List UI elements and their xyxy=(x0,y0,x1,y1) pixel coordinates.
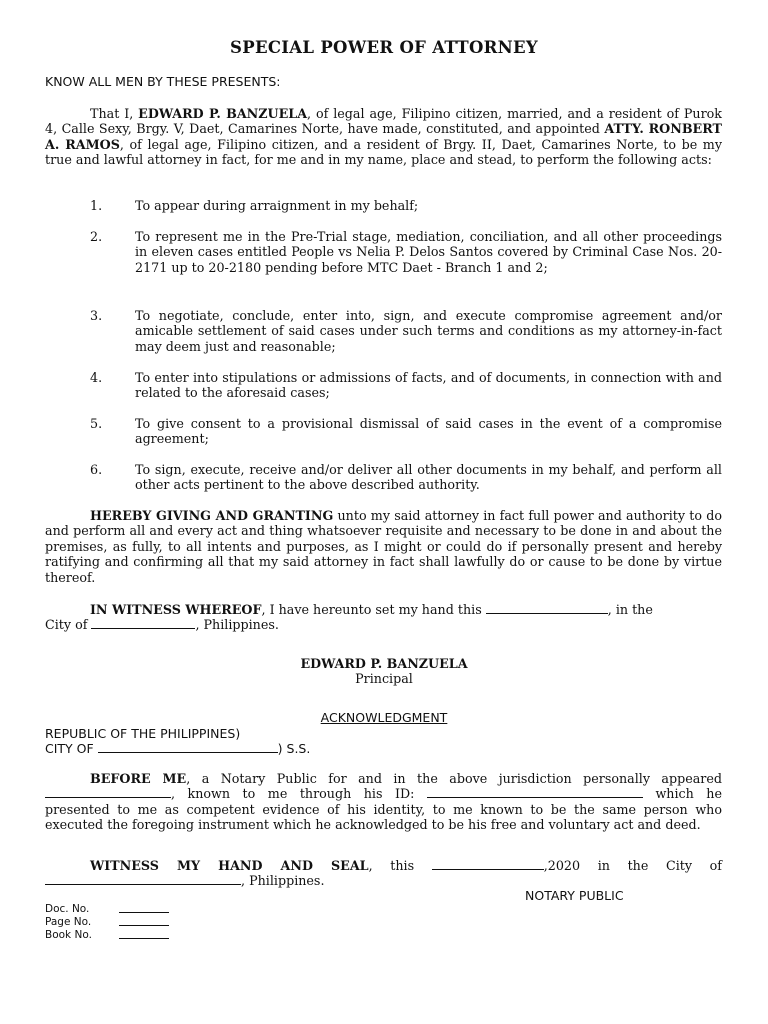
page-no-label: Page No. xyxy=(45,916,92,928)
witness-paragraph xyxy=(45,602,722,632)
attorney-name: ATTY. RONBERT A. RAMOS xyxy=(45,121,722,152)
appearer-blank-line xyxy=(45,786,171,798)
seal-text-2: ,2020 in the City of xyxy=(543,858,722,873)
acknowledgment-heading: ACKNOWLEDGMENT xyxy=(320,710,448,725)
item-text: To enter into stipulations or admissions of facts, and of documents, in connection with and related to the aforesaid cases; xyxy=(135,370,722,401)
before-me-paragraph xyxy=(45,771,722,833)
witness-heading: IN WITNESS WHEREOF xyxy=(90,602,262,617)
item-number: 4. xyxy=(90,370,103,385)
intro-text-3: , of legal age, Filipino citizen, and a resident of Brgy. II, Daet, Camarines Norte, to be my true and lawful attorney in fact, for me and in my name, place and stead, to perform the following acts: xyxy=(45,136,722,168)
venue-city-blank-line xyxy=(98,741,278,753)
seal-city-blank-line xyxy=(45,873,241,885)
item-text: To negotiate, conclude, enter into, sign, and execute compromise agreement and/or amicable settlement of said cases under such terms and conditions as my attorney-in-fact may deem just and reasonable; xyxy=(135,308,722,354)
know-all-heading: KNOW ALL MEN BY THESE PRESENTS: xyxy=(45,74,281,89)
granting-paragraph xyxy=(45,508,722,585)
doc-no-label: Doc. No. xyxy=(45,903,90,915)
book-no-row xyxy=(45,929,92,942)
seal-date-blank-line xyxy=(432,858,544,870)
page-no-blank-line xyxy=(119,925,169,926)
book-no-label: Book No. xyxy=(45,929,92,941)
seal-text-3: , Philippines. xyxy=(241,873,325,889)
before-me-text-1: , a Notary Public for and in the above jurisdiction personally appeared xyxy=(186,771,722,786)
item-text: To sign, execute, receive and/or deliver all other documents in my behalf, and perform all other acts pertinent to the above described authority. xyxy=(135,462,722,493)
before-me-heading: BEFORE ME xyxy=(90,771,187,786)
witness-text-4: , Philippines. xyxy=(195,617,279,632)
before-me-text-4: presented to me as competent evidence of his identity, to me known to be the same person who executed the foregoing instrument which he acknowledged to be his free and voluntary act and deed. xyxy=(45,801,722,833)
notary-book-entries xyxy=(45,903,92,942)
city-of-label: CITY OF xyxy=(45,741,98,756)
doc-no-row xyxy=(45,903,92,916)
venue-republic: REPUBLIC OF THE PHILIPPINES) xyxy=(45,726,241,741)
before-me-text-3: which he xyxy=(642,786,722,802)
principal-role: Principal xyxy=(355,671,413,686)
principal-name-inline: EDWARD P. BANZUELA xyxy=(138,106,308,121)
intro-text-1: That I, xyxy=(90,106,139,121)
seal-heading: WITNESS MY HAND AND SEAL xyxy=(90,858,369,873)
before-me-text-2: , known to me through his ID: xyxy=(171,786,427,802)
granting-heading: HEREBY GIVING AND GRANTING xyxy=(90,508,334,523)
item-number: 3. xyxy=(90,308,103,323)
ss-label: ) S.S. xyxy=(277,741,311,756)
principal-name: EDWARD P. BANZUELA xyxy=(300,656,468,671)
item-text: To give consent to a provisional dismissal of said cases in the event of a compromise agreement; xyxy=(135,416,722,447)
granting-text: unto my said attorney in fact full power and authority to do and perform all and every act and thing whatsoever requisite and necessary to be done in and about the premises, as fully, to all intents and purposes, as I might or could do if personally present and hereby ratifying and confirming all that my said attorney in fact shall lawfully do or cause to be done by virtue thereof. xyxy=(45,508,722,585)
page-no-row xyxy=(45,916,92,929)
item-number: 2. xyxy=(90,229,103,244)
item-number: 6. xyxy=(90,462,103,477)
book-no-blank-line xyxy=(119,938,169,939)
doc-no-blank-line xyxy=(119,912,169,913)
seal-paragraph xyxy=(45,858,722,889)
witness-text-2: , in the xyxy=(607,602,653,617)
date-blank-line xyxy=(486,602,608,614)
document-title: SPECIAL POWER OF ATTORNEY xyxy=(230,38,538,57)
item-number: 5. xyxy=(90,416,103,431)
witness-text-1: , I have hereunto set my hand this xyxy=(261,602,486,617)
item-text: To appear during arraignment in my behalf; xyxy=(135,198,419,213)
intro-paragraph xyxy=(45,106,722,168)
witness-text-3: City of xyxy=(45,617,92,632)
id-blank-line xyxy=(427,786,643,798)
city-blank-line xyxy=(91,617,195,629)
item-number: 1. xyxy=(90,198,103,213)
intro-text-2: , of legal age, Filipino citizen, married, and a resident of Purok 4, Calle Sexy, Brgy. V, Daet, Camarines Norte, have made, constituted, and appointed xyxy=(45,106,722,137)
item-text: To represent me in the Pre-Trial stage, mediation, conciliation, and all other proceedings in eleven cases entitled People vs Nelia P. Delos Santos covered by Criminal Case Nos. 20-2171 up to 20-2180 pending before MTC Daet - Branch 1 and 2; xyxy=(135,229,722,275)
seal-text-1: , this xyxy=(368,858,432,873)
venue-city xyxy=(45,741,310,756)
notary-public-label: NOTARY PUBLIC xyxy=(525,888,624,903)
